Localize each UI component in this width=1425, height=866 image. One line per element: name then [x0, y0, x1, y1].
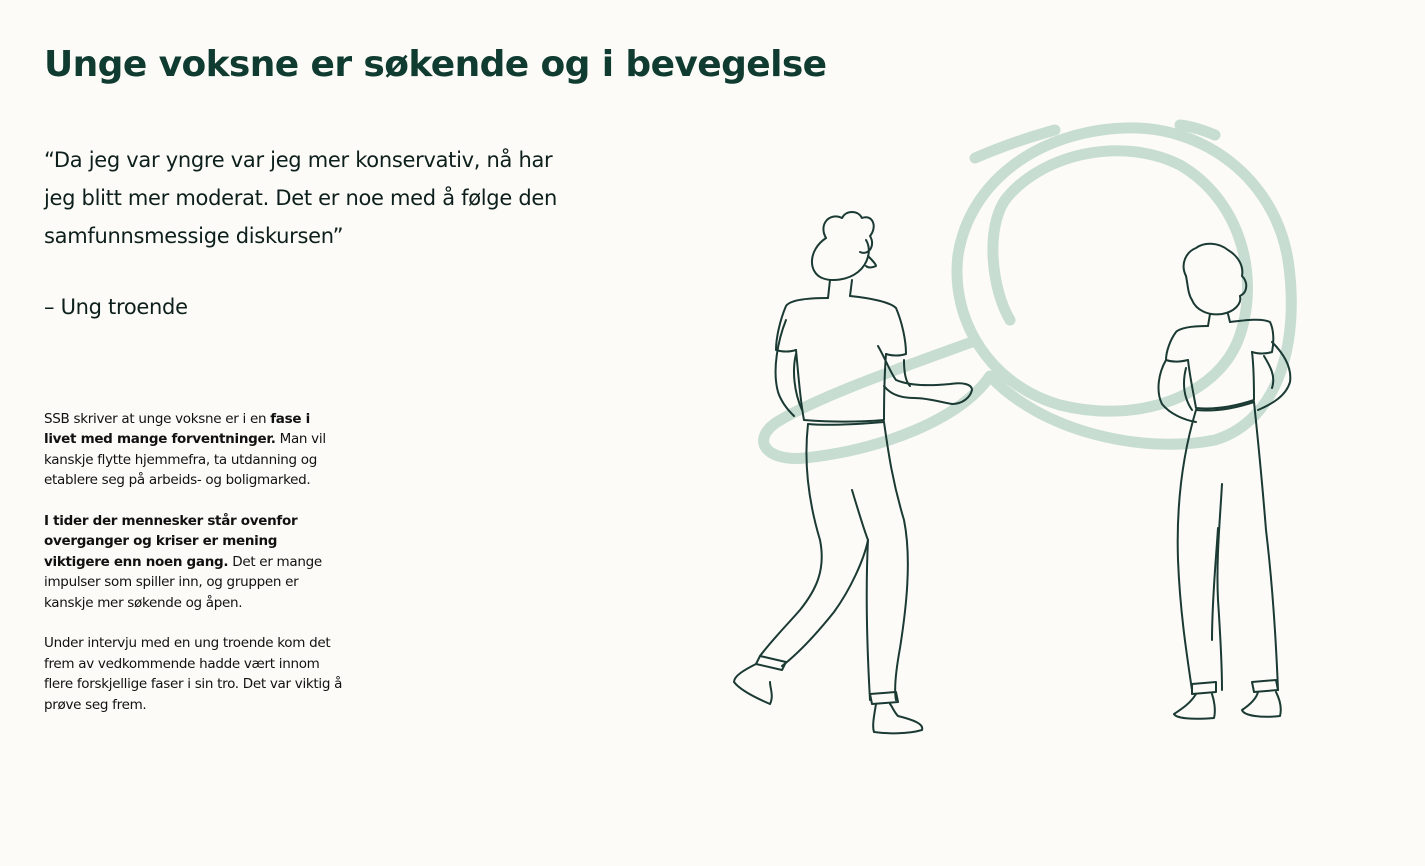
paragraph-1 — [44, 409, 344, 491]
body-text — [44, 409, 344, 735]
two-people-speech-bubble-illustration — [720, 110, 1320, 750]
quote-author: – Ung troende — [44, 295, 188, 319]
person-left-icon — [734, 212, 972, 733]
paragraph-3: Under intervju med en ung troende kom det frem av vedkommende hadde vært innom flere forskjellige faser i sin tro. Det var viktig å prøve seg frem. — [44, 635, 343, 713]
person-right-icon — [1159, 244, 1291, 719]
illustration-svg — [720, 110, 1320, 750]
paragraph-1-rest: Man vil kanskje flytte hjemmefra, ta utdanning og etablere seg på arbeids- og boligmarked. — [44, 431, 326, 489]
page-title: Unge voksne er søkende og i bevegelse — [44, 44, 827, 85]
paragraph-1-emphasis: fase i livet med mange forventninger. — [44, 411, 310, 448]
paragraph-1-intro: SSB skriver at unge voksne er i en — [44, 411, 271, 427]
paragraph-2-rest: Det er mange impulser som spiller inn, og gruppen er kanskje mer søkende og åpen. — [44, 553, 322, 611]
quote-text: “Da jeg var yngre var jeg mer konservativ, nå har jeg blitt mer moderat. Det er noe med å følge den samfunnsmessige diskursen” — [44, 148, 557, 248]
paragraph-2-emphasis: I tider der mennesker står ovenfor overganger og kriser er mening viktigere enn noen gang. — [44, 513, 298, 570]
paragraph-2 — [44, 511, 344, 613]
